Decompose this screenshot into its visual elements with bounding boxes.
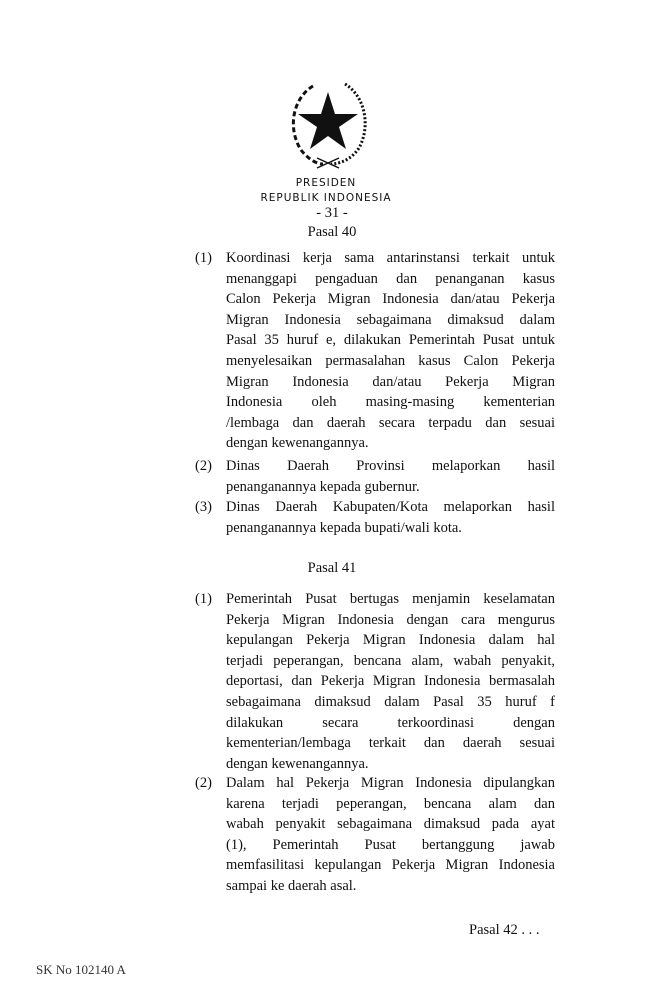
text-line: kepulangan Pekerja Migran Indonesia dalam hal xyxy=(226,632,555,649)
header-presiden: PRESIDEN xyxy=(295,177,357,189)
ayat-number: (1) xyxy=(195,250,212,266)
ayat-number: (2) xyxy=(195,458,212,474)
next-page-catchword: Pasal 42 . . . xyxy=(469,922,540,938)
text-line: penanganannya kepada bupati/wali kota. xyxy=(226,519,462,536)
pasal-40-title: Pasal 40 xyxy=(307,224,357,240)
text-line: terjadi peperangan, bencana alam, wabah penyakit, xyxy=(226,652,555,669)
ayat-number: (3) xyxy=(195,499,212,515)
text-line: penanganannya kepada gubernur. xyxy=(226,478,420,495)
text-line: karena terjadi peperangan, bencana alam dan xyxy=(226,795,555,812)
text-line: dengan kewenangannya. xyxy=(226,755,369,772)
text-line: sampai ke daerah asal. xyxy=(226,877,357,894)
ayat-number: (2) xyxy=(195,775,212,791)
text-line: deportasi, dan Pekerja Migran Indonesia bermasalah xyxy=(226,673,555,690)
text-line: sebagaimana dimaksud dalam Pasal 35 huruf f xyxy=(226,693,555,710)
ayat-number: (1) xyxy=(195,591,212,607)
pasal-41-title: Pasal 41 xyxy=(307,560,357,576)
text-line: Pasal 35 huruf e, dilakukan Pemerintah Pusat untuk xyxy=(226,332,555,349)
header-republik-indonesia: REPUBLIK INDONESIA xyxy=(260,192,392,204)
page-number: - 31 - xyxy=(316,205,348,221)
text-line: /lembaga dan daerah secara terpadu dan sesuai xyxy=(226,414,555,431)
text-line: (1), Pemerintah Pusat bertanggung jawab xyxy=(226,836,555,853)
text-line: Pekerja Migran Indonesia dengan cara mengurus xyxy=(226,611,555,628)
text-line: Dinas Daerah Provinsi melaporkan hasil xyxy=(226,458,555,474)
garuda-star-emblem xyxy=(283,78,373,170)
text-line: Calon Pekerja Migran Indonesia dan/atau Pekerja xyxy=(226,291,555,308)
text-line: Indonesia oleh masing-masing kementerian xyxy=(226,394,555,411)
text-line: Dinas Daerah Kabupaten/Kota melaporkan hasil xyxy=(226,499,555,515)
text-line: wabah penyakit sebagaimana dimaksud pada ayat xyxy=(226,816,555,833)
text-line: dengan kewenangannya. xyxy=(226,435,369,452)
text-line: Migran Indonesia dan/atau Pekerja Migran xyxy=(226,373,555,390)
sk-number: SK No 102140 A xyxy=(36,962,126,977)
text-line: menanggapi pengaduan dan penanganan kasus xyxy=(226,270,555,287)
text-line: menyelesaikan permasalahan kasus Calon Pekerja xyxy=(226,352,555,369)
text-line: dilakukan secara terkoordinasi dengan xyxy=(226,714,555,731)
text-line: Migran Indonesia sebagaimana dimaksud dalam xyxy=(226,311,555,328)
text-line: Pemerintah Pusat bertugas menjamin keselamatan xyxy=(226,591,555,607)
text-line: Dalam hal Pekerja Migran Indonesia dipulangkan xyxy=(226,775,555,791)
text-line: memfasilitasi kepulangan Pekerja Migran Indonesia xyxy=(226,857,555,874)
text-line: Koordinasi kerja sama antarinstansi terkait untuk xyxy=(226,250,555,266)
text-line: kementerian/lembaga terkait dan daerah sesuai xyxy=(226,735,555,752)
